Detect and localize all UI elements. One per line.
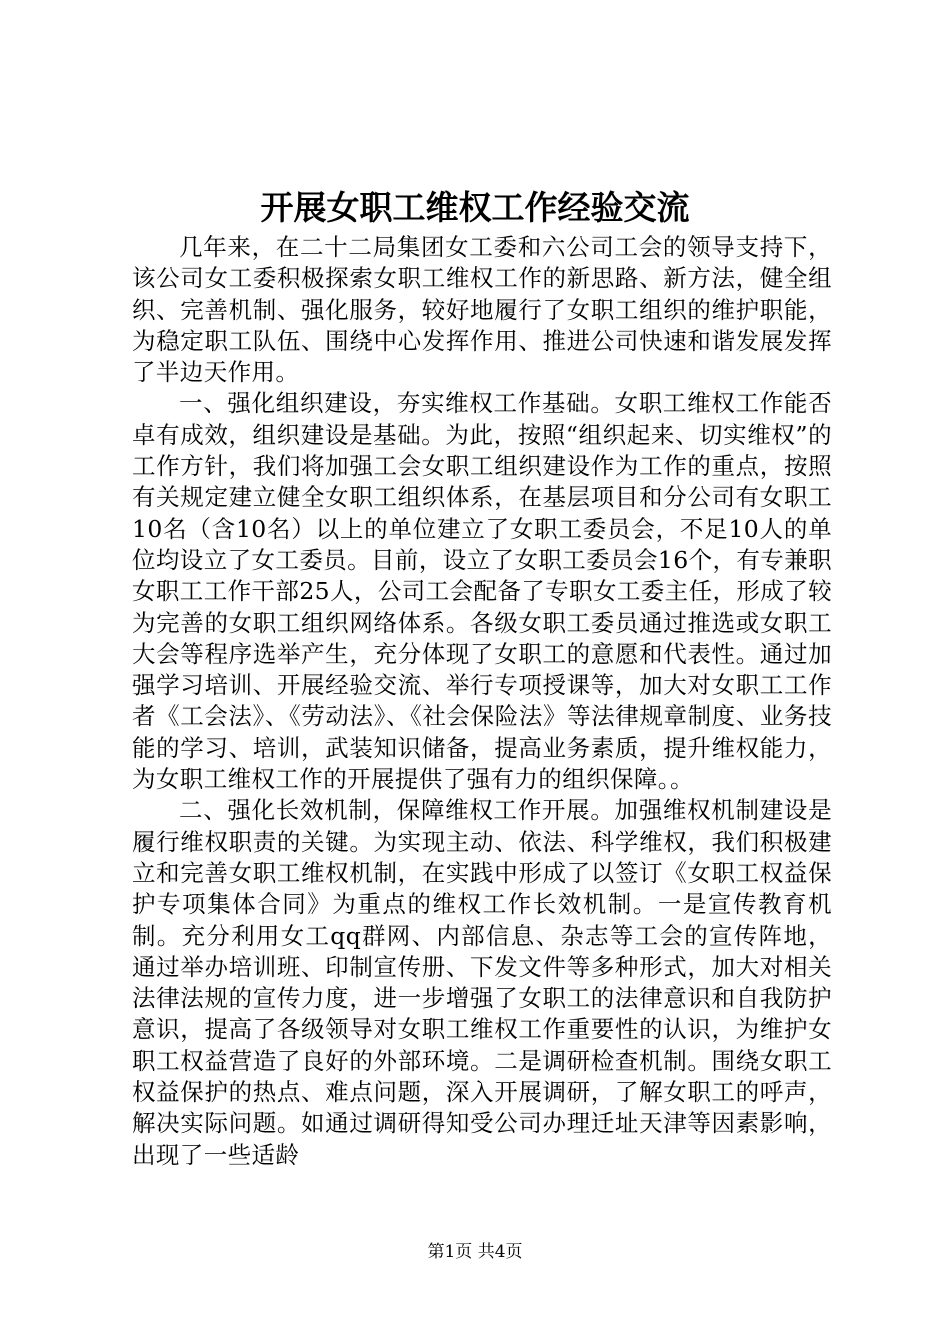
paragraph-intro: 几年来，在二十二局集团女工委和六公司工会的领导支持下，该公司女工委积极探索女职工维权工作的新思路、新方法，健全组织、完善机制、强化服务，较好地履行了女职工组织的维护职能，为稳定职工队伍、围绕中心发挥作用、推进公司快速和谐发展发挥了半边天作用。 [132,233,832,387]
document-title: 开展女职工维权工作经验交流 [260,188,690,227]
paragraph-section-1: 一、强化组织建设，夯实维权工作基础。女职工维权工作能否卓有成效，组织建设是基础。为此，按照“组织起来、切实维权”的工作方针，我们将加强工会女职工组织建设作为工作的重点，按照有关规定建立健全女职工组织体系，在基层项目和分公司有女职工10名（含10名）以上的单位建立了女职工委员会，不足10人的单位均设立了女工委员。目前，设立了女职工委员会16个，有专兼职女职工工作干部25人，公司工会配备了专职女工委主任，形成了较为完善的女职工组织网络体系。各级女职工委员通过推选或女职工大会等程序选举产生，充分体现了女职工的意愿和代表性。通过加强学习培训、开展经验交流、举行专项授课等，加大对女职工工作者《工会法》、《劳动法》、《社会保险法》等法律规章制度、业务技能的学习、培训，武装知识储备，提高业务素质，提升维权能力，为女职工维权工作的开展提供了强有力的组织保障。。 [132,389,832,794]
page-footer: 第1页 共4页 [427,1242,523,1262]
paragraph-section-2: 二、强化长效机制，保障维权工作开展。加强维权机制建设是履行维权职责的关键。为实现主动、依法、科学维权，我们积极建立和完善女职工维权机制，在实践中形成了以签订《女职工权益保护专项集体合同》为重点的维权工作长效机制。一是宣传教育机制。充分利用女工qq群网、内部信息、杂志等工会的宣传阵地，通过举办培训班、印制宣传册、下发文件等多种形式，加大对相关法律法规的宣传力度，进一步增强了女职工的法律意识和自我防护意识，提高了各级领导对女职工维权工作重要性的认识，为维护女职工权益营造了良好的外部环境。二是调研检查机制。围绕女职工权益保护的热点、难点问题，深入开展调研，了解女职工的呼声，解决实际问题。如通过调研得知受公司办理迁址天津等因素影响，出现了一些适龄 [132,796,832,1169]
document-body [132,232,832,1171]
